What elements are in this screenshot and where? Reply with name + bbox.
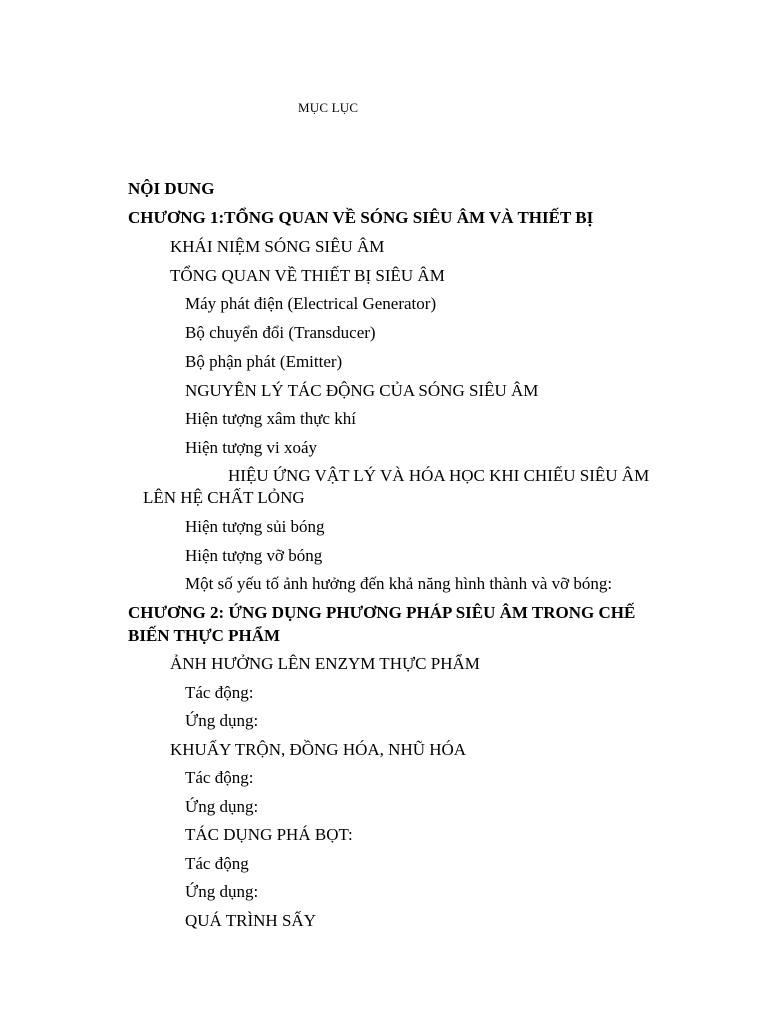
toc-entry-tac-dong: Tác động <box>185 854 249 873</box>
toc-entry-khai-niem: KHÁI NIỆM SÓNG SIÊU ÂM <box>170 237 385 256</box>
toc-entry-yeu-to-anh-huong: Một số yếu tố ảnh hưởng đến khả năng hình thành và vỡ bóng: <box>185 574 613 593</box>
toc-entry-xam-thuc-khi: Hiện tượng xâm thực khí <box>185 409 356 428</box>
toc-entry-ung-dung: Ứng dụng: <box>185 882 259 901</box>
toc-entry-anh-huong-enzym: ẢNH HƯỞNG LÊN ENZYM THỰC PHẨM <box>170 654 480 673</box>
toc-entry-ung-dung: Ứng dụng: <box>185 711 259 730</box>
toc-chapter-2-heading-line2: BIẾN THỰC PHẨM <box>128 626 281 645</box>
toc-entry-bo-phan-phat: Bộ phận phát (Emitter) <box>185 352 343 371</box>
toc-entry-may-phat-dien: Máy phát điện (Electrical Generator) <box>185 294 437 313</box>
toc-entry-tac-dong: Tác động: <box>185 683 254 702</box>
toc-entry-ung-dung: Ứng dụng: <box>185 797 259 816</box>
toc-entry-khuay-tron: KHUẤY TRỘN, ĐỒNG HÓA, NHŨ HÓA <box>170 740 467 759</box>
toc-entry-vi-xoay: Hiện tượng vi xoáy <box>185 438 317 457</box>
toc-entry-vo-bong: Hiện tượng vỡ bóng <box>185 546 323 565</box>
toc-entry-nguyen-ly: NGUYÊN LÝ TÁC ĐỘNG CỦA SÓNG SIÊU ÂM <box>185 381 539 400</box>
toc-chapter-1-heading: CHƯƠNG 1:TỔNG QUAN VỀ SÓNG SIÊU ÂM VÀ THIẾT BỊ <box>128 208 594 227</box>
toc-entry-bo-chuyen-doi: Bộ chuyển đổi (Transducer) <box>185 323 376 342</box>
toc-entry-tong-quan-thiet-bi: TỔNG QUAN VỀ THIẾT BỊ SIÊU ÂM <box>170 266 445 285</box>
toc-section-heading: NỘI DUNG <box>128 179 215 198</box>
toc-entry-hieu-ung-line2: LÊN HỆ CHẤT LỎNG <box>143 488 305 507</box>
toc-chapter-2-heading-line1: CHƯƠNG 2: ỨNG DỤNG PHƯƠNG PHÁP SIÊU ÂM TRONG CHẾ <box>128 603 636 622</box>
document-title: MỤC LỤC <box>298 100 359 115</box>
toc-entry-pha-bot: TÁC DỤNG PHÁ BỌT: <box>185 825 353 844</box>
toc-entry-tac-dong: Tác động: <box>185 768 254 787</box>
toc-entry-qua-trinh-say: QUÁ TRÌNH SẤY <box>185 911 316 930</box>
toc-entry-hieu-ung-line1: HIỆU ỨNG VẬT LÝ VÀ HÓA HỌC KHI CHIẾU SIÊU ÂM <box>228 466 650 485</box>
toc-entry-sui-bong: Hiện tượng sủi bóng <box>185 517 325 536</box>
